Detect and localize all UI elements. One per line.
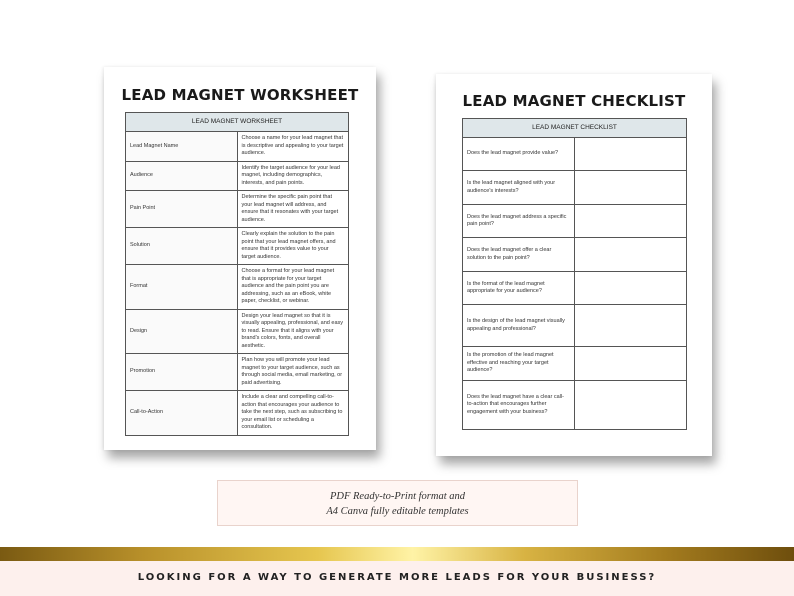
gold-divider-bar — [0, 547, 794, 561]
row-label: Promotion — [126, 354, 238, 391]
row-label: Audience — [126, 161, 238, 191]
table-row — [126, 161, 349, 191]
checklist-title: LEAD MAGNET CHECKLIST — [462, 92, 686, 110]
table-row — [126, 191, 349, 228]
row-description: Identify the target audience for your lead magnet, including demographics, interests, and pain points. — [237, 161, 349, 191]
checklist-question: Does the lead magnet provide value? — [463, 138, 575, 171]
caption-line-1: PDF Ready-to-Print format and — [329, 491, 466, 502]
worksheet-title: LEAD MAGNET WORKSHEET — [121, 86, 359, 104]
checklist-page — [436, 74, 712, 456]
checklist-answer-cell[interactable] — [575, 138, 687, 171]
table-row — [463, 138, 687, 171]
row-description: Include a clear and compelling call-to-action that encourages your audience to take the next step, such as subscribing to your email list or scheduling a consultation. — [237, 391, 349, 436]
row-description: Design your lead magnet so that it is visually appealing, professional, and easy to read. Ensure that it aligns with your brand's colors, fonts, and overall aesthetic. — [237, 309, 349, 354]
checklist-answer-cell[interactable] — [575, 171, 687, 205]
promo-banner — [0, 561, 794, 596]
caption-line-2: A4 Canva fully editable templates — [326, 506, 469, 517]
checklist-answer-cell[interactable] — [575, 381, 687, 430]
checklist-answer-cell[interactable] — [575, 347, 687, 381]
checklist-question: Does the lead magnet offer a clear solution to the pain point? — [463, 238, 575, 272]
checklist-question: Does the lead magnet address a specific pain point? — [463, 205, 575, 238]
row-description: Determine the specific pain point that your lead magnet will address, and ensure that it resonates with your target audience. — [237, 191, 349, 228]
table-row — [126, 132, 349, 162]
row-description: Plan how you will promote your lead magnet to your target audience, such as through social media, email marketing, or paid advertising. — [237, 354, 349, 391]
checklist-answer-cell[interactable] — [575, 305, 687, 347]
worksheet-page — [104, 67, 376, 450]
table-row — [463, 381, 687, 430]
table-row — [463, 305, 687, 347]
table-row — [463, 171, 687, 205]
row-description: Choose a format for your lead magnet that is appropriate for your target audience and the pain point you are addressing, such as an eBook, white paper, checklist, or webinar. — [237, 265, 349, 310]
table-row — [126, 354, 349, 391]
checklist-question: Is the format of the lead magnet appropriate for your audience? — [463, 272, 575, 305]
format-caption-box — [217, 480, 578, 526]
row-description: Choose a name for your lead magnet that is descriptive and appealing to your target audience. — [237, 132, 349, 162]
worksheet-table — [125, 112, 349, 436]
row-label: Design — [126, 309, 238, 354]
checklist-table — [462, 118, 687, 430]
table-row — [126, 391, 349, 436]
row-label: Pain Point — [126, 191, 238, 228]
checklist-question: Does the lead magnet have a clear call-to-action that encourages further engagement with your business? — [463, 381, 575, 430]
table-row — [463, 205, 687, 238]
checklist-answer-cell[interactable] — [575, 272, 687, 305]
table-row — [463, 238, 687, 272]
table-row — [126, 309, 349, 354]
checklist-answer-cell[interactable] — [575, 238, 687, 272]
checklist-question: Is the design of the lead magnet visually appealing and professional? — [463, 305, 575, 347]
promo-banner-text: LOOKING FOR A WAY TO GENERATE MORE LEADS FOR YOUR BUSINESS? — [137, 572, 657, 583]
table-row — [463, 347, 687, 381]
row-label: Solution — [126, 228, 238, 265]
table-row — [126, 228, 349, 265]
table-row — [463, 272, 687, 305]
worksheet-table-header: LEAD MAGNET WORKSHEET — [126, 113, 349, 132]
checklist-question: Is the lead magnet aligned with your audience's interests? — [463, 171, 575, 205]
row-label: Call-to-Action — [126, 391, 238, 436]
row-label: Lead Magnet Name — [126, 132, 238, 162]
table-row — [126, 265, 349, 310]
row-description: Clearly explain the solution to the pain point that your lead magnet offers, and ensure that it provides value to your target audience. — [237, 228, 349, 265]
checklist-table-header: LEAD MAGNET CHECKLIST — [463, 119, 687, 138]
checklist-answer-cell[interactable] — [575, 205, 687, 238]
checklist-question: Is the promotion of the lead magnet effective and reaching your target audience? — [463, 347, 575, 381]
row-label: Format — [126, 265, 238, 310]
